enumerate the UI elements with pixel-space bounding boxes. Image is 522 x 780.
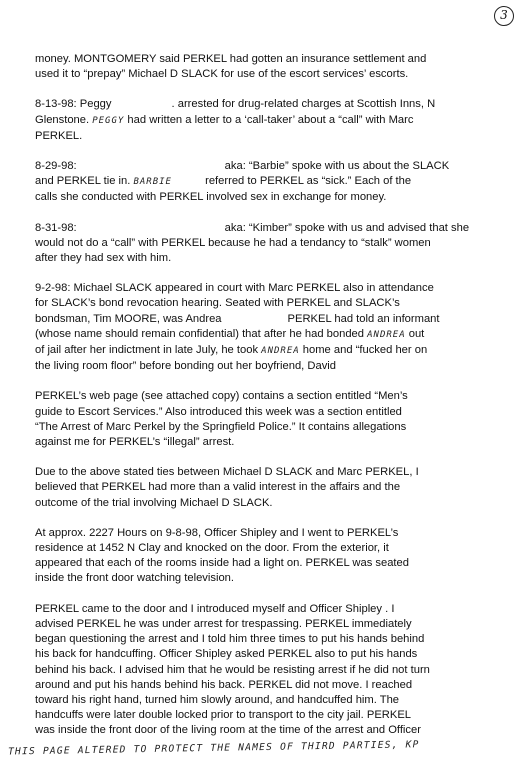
text-line: handcuffs were later double locked prior to transport to the city jail. PERKEL [35, 709, 412, 722]
paragraph-stated-ties [35, 465, 513, 511]
text-line: 9-2-98: Michael SLACK appeared in court with Marc PERKEL also in attendance [35, 282, 434, 295]
text-segment: referred to PERKEL as “sick.” Each of the [205, 175, 412, 188]
text-line: residence at 1452 N Clay and knocked on the door. From the exterior, it [35, 542, 389, 555]
text-line: would not do a “call” with PERKEL because he had a tendancy to “stalk” women [35, 236, 431, 249]
text-line: guide to Escort Services.” Also introduced this week was a section entitled [35, 405, 402, 418]
paragraph-escort-prepay [35, 52, 513, 82]
text-segment: had written a letter to a ‘call-taker’ about a “call” with Marc [127, 113, 414, 126]
text-line [35, 312, 513, 327]
text-segment: . arrested for drug-related charges at Scottish Inns, N [171, 98, 436, 111]
text-line: money. MONTGOMERY said PERKEL had gotten an insurance settlement and [35, 53, 427, 65]
paragraph-8-29-98 [35, 159, 513, 206]
text-segment: aka: “Barbie” spoke with us about the SLACK [224, 160, 450, 173]
paragraph-web-page [35, 389, 513, 450]
text-line: behind his back. I advised him that he would be resisting arrest if he did not turn [35, 663, 430, 676]
handwritten-name: BARBIE [133, 177, 172, 188]
paragraph-8-31-98 [35, 221, 513, 267]
document-body [35, 52, 513, 754]
text-line: At approx. 2227 Hours on 9-8-98, Officer Shipley and I went to PERKEL’s [35, 526, 399, 539]
text-line [35, 221, 513, 236]
text-segment: and PERKEL tie in. [35, 175, 131, 188]
text-segment: (whose name should remain confidential) that after he had bonded [35, 327, 364, 340]
paragraph-8-13-98 [35, 97, 513, 144]
text-segment: Glenstone. [35, 113, 90, 126]
text-line: around and put his hands behind his back. PERKEL did not move. I reached [35, 678, 413, 691]
text-line: for SLACK’s bond revocation hearing. Seated with PERKEL and SLACK’s [35, 297, 400, 310]
text-segment: bondsman, Tim MOORE, was Andrea [35, 312, 222, 325]
page-number: 3 [494, 6, 514, 26]
text-line: after they had sex with him. [35, 252, 172, 265]
text-line: appeared that each of the rooms inside had a light on. PERKEL was seated [35, 557, 409, 570]
text-line: his back for handcuffing. Officer Shipley asked PERKEL also to put his hands [35, 648, 418, 661]
text-line: outcome of the trial involving Michael D SLACK. [35, 496, 273, 509]
entry-date-text: 8-31-98: [35, 221, 77, 234]
text-segment: PERKEL had told an informant [287, 312, 440, 325]
text-segment: home and “fucked her on [302, 344, 428, 357]
text-line: was inside the front door of the living room at the time of the arrest and Officer [35, 724, 421, 737]
paragraph-arrest [35, 602, 513, 739]
text-line [35, 159, 513, 174]
text-line: inside the front door watching television. [35, 572, 235, 585]
text-segment: aka: “Kimber” spoke with us and advised that she [224, 221, 470, 234]
handwritten-footer-note: THIS PAGE ALTERED TO PROTECT THE NAMES OF THIRD PARTIES, KP [7, 739, 420, 758]
text-line: advised PERKEL he was under arrest for trespassing. PERKEL immediately [35, 617, 412, 630]
text-line: PERKEL came to the door and I introduced myself and Officer Shipley . I [35, 602, 395, 615]
text-line: toward his right hand, turned him slowly around, and handcuffed him. The [35, 693, 400, 706]
text-line: “The Arrest of Marc Perkel by the Springfield Police.” It contains allegations [35, 420, 407, 433]
text-line [35, 174, 513, 190]
handwritten-name: PEGGY [92, 115, 125, 126]
paragraph-9-2-98 [35, 281, 513, 374]
text-line [35, 343, 513, 359]
text-segment: out [408, 327, 425, 340]
text-line [35, 113, 513, 129]
text-line: against me for PERKEL’s “illegal” arrest. [35, 436, 235, 449]
text-line: used it to “prepay” Michael D SLACK for use of the escort services’ escorts. [35, 68, 409, 81]
handwritten-name: ANDREA [261, 346, 300, 357]
text-line [35, 97, 513, 112]
text-line: calls she conducted with PERKEL involved sex in exchange for money. [35, 191, 387, 204]
text-line: Due to the above stated ties between Michael D SLACK and Marc PERKEL, I [35, 466, 419, 479]
text-segment: of jail after her indictment in late July, he took [35, 344, 259, 357]
text-line [35, 327, 513, 343]
handwritten-name: ANDREA [367, 329, 406, 340]
text-line: PERKEL. [35, 129, 83, 142]
text-line: the living room floor” before bonding out her boyfriend, David [35, 360, 336, 373]
text-line: began questioning the arrest and I told him three times to put his hands behind [35, 633, 425, 646]
entry-date-text: 8-13-98: Peggy [35, 98, 112, 111]
text-line: believed that PERKEL had more than a valid interest in the affairs and the [35, 481, 401, 494]
text-line: PERKEL’s web page (see attached copy) contains a section entitled “Men’s [35, 390, 408, 403]
paragraph-residence-visit [35, 526, 513, 587]
entry-date-text: 8-29-98: [35, 160, 77, 173]
